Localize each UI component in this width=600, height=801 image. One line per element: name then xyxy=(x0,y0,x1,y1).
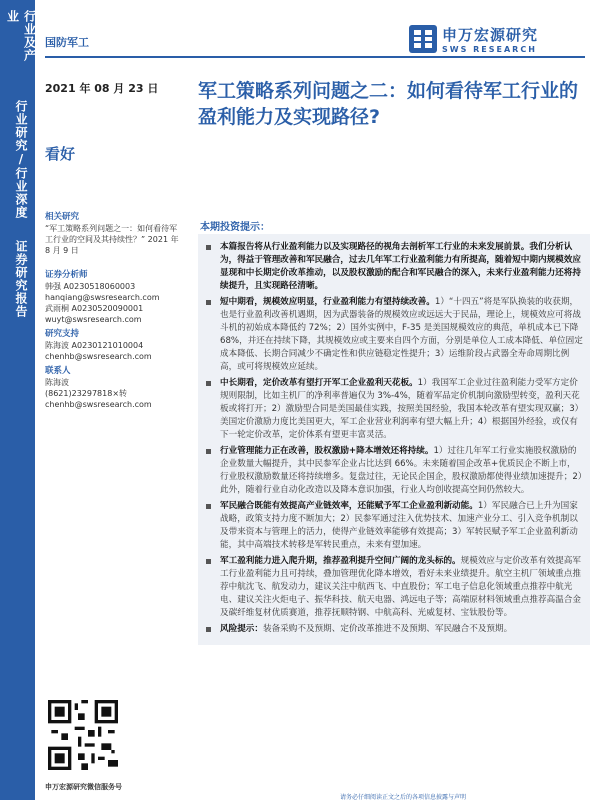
left-column xyxy=(45,208,185,410)
rating: 看好 xyxy=(45,145,76,163)
contact-heading: 联系人 xyxy=(45,366,71,376)
assistant-line: 陈海波 A0230121010004 xyxy=(45,341,144,350)
analyst-line: 韩强 A0230518060003 xyxy=(45,282,136,291)
sidebar-label-research-a: 行业研究/ xyxy=(14,100,28,167)
bullet-lead: 行业管理能力正在改善，股权激励+降本增效还将持续。 xyxy=(220,446,434,456)
bullet-lead: 短中期看，规模效应明显，行业盈利能力有望持续改善。 xyxy=(220,297,435,307)
summary-bullet xyxy=(198,445,590,497)
report-title: 军工策略系列问题之二：如何看待军工行业的盈利能力及实现路径? xyxy=(198,80,579,128)
sidebar-label-research-b: 行业深度 xyxy=(14,167,28,219)
summary-bullet xyxy=(198,296,590,374)
header-category: 国防军工 xyxy=(45,36,89,49)
bullet-text: 装备采购不及预期、定价改革推进不及预期、军民融合不及预期。 xyxy=(262,624,513,634)
summary-bullet xyxy=(198,555,590,620)
bullet-text: 1）我国军工企业过往盈利能力受军方定价规则限制，比如主机厂的净利率普遍仅为 3%-4%，随着军品定价机制向激励型转变，盈利天花板或将打开；2）激励型合同是美国最佳实践，按照美国经验，我国本轮改革有望实现双赢；3）美国定价激励力度比美国更大，军工企业营业利润率有望大幅上升；4）根据国外经验，或仅有下一轮定价改革，定价体系有望更丰富灵活。 xyxy=(220,378,584,440)
analyst-heading: 证券分析师 xyxy=(45,270,88,280)
logo xyxy=(408,24,538,54)
summary-bullet xyxy=(198,241,590,293)
related-heading: 相关研究 xyxy=(45,212,80,222)
bullet-lead: 风险提示： xyxy=(220,624,263,634)
logo-en: SWS RESEARCH xyxy=(442,45,537,54)
assistant-line: chenhb@swsresearch.com xyxy=(45,352,152,361)
bullet-text: 1）过往几年军工行业实施股权激励的企业数量大幅提升，其中民参军企业占比达到 66%。未来随着国企改革+优质民企不断上市，行业股权激励数量还将持续增多。复盘过往，无论民企国企，股权激励都使得业绩加速提升；2）此外，随着行业自动化改造以及降本意识加强，行业人均创收提高空间仍然较大。 xyxy=(220,446,583,495)
bullet-lead: 军民融合既能有效提高产业链效率，还能赋予军工企业盈利新动能。 xyxy=(220,501,478,511)
bullet-text: 1）军民融合已上升为国家战略，政策支持力度不断加大；2）民参军通过注入优势技术、加速产业分工、引入竞争机制以及带来资本与管理上的活力，使得产业链效率能够有效提高；3）军转民赋予军工企业盈利新动能，其中高端技术转移是军转民重点，未来有望加速。 xyxy=(220,501,578,550)
bullet-text: 本篇报告将从行业盈利能力以及实现路径的视角去剖析军工行业的未来发展前景。我们分析认为，得益于管理改善和军民融合，过去几年军工行业盈利能力有所提高，随着短中期内规模效应显现和中长期定价改革推动，以及股权激励的配合和军民融合的深入，未来行业盈利能力还将持续提升，且实现路径清晰。 xyxy=(220,242,581,291)
header-divider xyxy=(45,56,585,58)
logo-cn: 申万宏源研究 xyxy=(442,26,539,44)
sidebar-label-report: 证券研究报告 xyxy=(14,240,28,318)
assistant-heading: 研究支持 xyxy=(45,329,80,339)
bullet-lead: 军工盈利能力进入爬升期，推荐盈利提升空间广阔的龙头标的。 xyxy=(220,556,461,566)
footer-disclaimer: 请务必仔细阅读正文之后的各项信息披露与声明 xyxy=(340,794,467,801)
contact-line: 陈海波 xyxy=(45,378,69,387)
footer-wechat-label: 申万宏源研究微信服务号 xyxy=(45,783,122,791)
summary-bullet xyxy=(198,377,590,442)
report-date: 2021 年 08 月 23 日 xyxy=(45,82,159,95)
summary-box xyxy=(198,234,590,645)
analyst-line: wuyt@swsresearch.com xyxy=(45,315,142,324)
logo-icon xyxy=(408,24,438,54)
contact-line: chenhb@swsresearch.com xyxy=(45,400,152,409)
qr-code-icon xyxy=(48,700,118,770)
sidebar-label-research xyxy=(4,100,39,240)
bullet-text: 1）“十四五”将是军队换装的收获期，也是行业盈利改善机遇期，因为武器装备的规模效应或远远大于民品，理论上，规模效应可将战斗机的初始成本降低约 72%；2）国外实例中，F-35 是美国规模效应的典范，单机成本已下降 68%，并还在持续下降，其规模效应或主要来自四个方面，分别是单位人工成本降低、单位固定成本降低、长期合同减少不确定性和供应链稳定性提升；3）运维阶段占武器全寿命周期比例高，或可将规模效应延续。 xyxy=(220,297,583,372)
bullet-text: 规模效应与定价改革有效提高军工行业盈利能力且可持续，叠加管理优化降本增效，看好未来业绩提升。航空主机厂领域重点推荐中航沈飞、航发动力，建议关注中航西飞、中直股份；军工电子信息化领域重点推荐中航光电、建议关注火炬电子、振华科技、航天电器、鸿远电子等；高端原材料领域重点推荐高温合金及碳纤维复材优质赛道，推荐抚顺特钢、中航高科、光威复材、宝钛股份等。 xyxy=(220,556,581,618)
summary-bullet xyxy=(198,500,590,552)
contact-line: (8621)23297818×转 xyxy=(45,389,128,398)
related-text: “军工策略系列问题之一：如何看待军工行业的空间及其持续性？” 2021 年 8 月 9 日 xyxy=(45,224,179,255)
summary-bullet xyxy=(198,623,590,636)
bullet-lead: 中长期看，定价改革有望打开军工企业盈利天花板。 xyxy=(220,378,418,388)
analyst-line: hanqiang@swsresearch.com xyxy=(45,293,160,302)
analyst-line: 武雨桐 A0230520090001 xyxy=(45,304,144,313)
summary-heading: 本期投资提示： xyxy=(200,222,270,233)
sidebar-label-industry: 行业及产业 xyxy=(5,10,37,62)
